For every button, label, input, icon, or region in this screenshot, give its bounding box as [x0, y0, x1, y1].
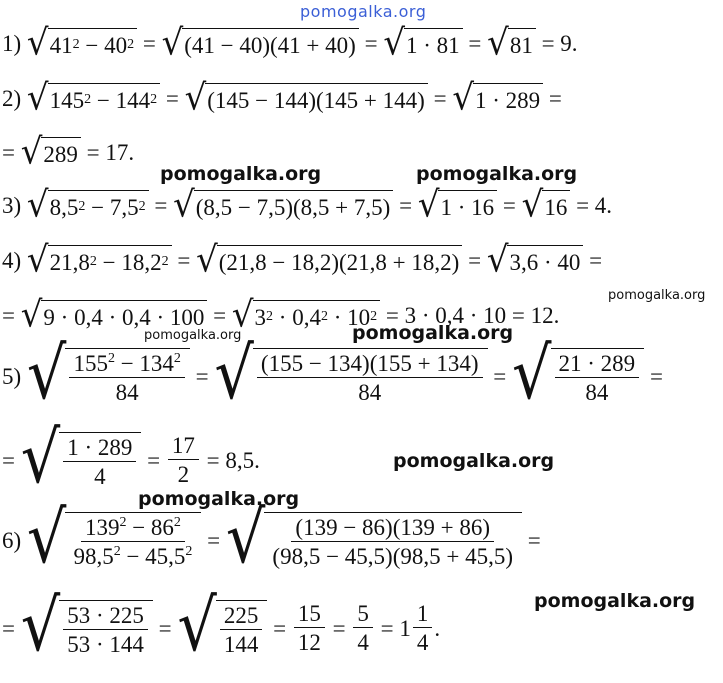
watermark: pomogalka.org — [608, 288, 706, 303]
sqrt-expression: √ 41 2 − 40 2 — [27, 28, 137, 59]
sqrt-expression: √ 289 — [21, 137, 81, 168]
sqrt-expression: √ 16 — [522, 190, 571, 221]
fraction: $\frac{5}{4}$ — [353, 602, 373, 654]
problem-5-line: 5) √ $\frac{155^2 - 134^2}{84}$ = √ $\frac{(155 - 134)(155 + 134)}{84}$ = √ $\frac{21 \cdot 289}{84}$ = — [2, 331, 663, 416]
fraction: $\frac{17}{2}$ — [168, 434, 199, 486]
result: = 3 · 0,4 · 10 = 12. — [385, 302, 560, 328]
problem-label: 5) — [2, 363, 22, 389]
sqrt-expression: √ 1 · 81 — [383, 28, 462, 59]
problem-label: 4) — [2, 247, 22, 273]
sqrt-fraction: √ $\frac{155^2 - 134^2}{84}$ — [27, 348, 190, 404]
sqrt-fraction: √ $\frac{139^2 - 86^2}{98,5^2 - 45,5^2}$ — [27, 512, 202, 568]
sqrt-expression: √ (8,5 − 7,5)(8,5 + 7,5) — [173, 190, 393, 221]
watermark: pomogalka.org — [534, 590, 696, 612]
watermark: pomogalka.org — [352, 322, 514, 344]
sqrt-expression: √ 145 2 − 144 2 — [27, 83, 160, 114]
problem-label: 2) — [2, 85, 22, 111]
watermark: pomogalka.org — [160, 163, 322, 185]
sqrt-expression: √ (21,8 − 18,2)(21,8 + 18,2) — [196, 245, 462, 276]
sqrt-expression: √ 81 — [487, 28, 536, 59]
sqrt-fraction: √ $\frac{53 \cdot 225}{53 \cdot 144}$ — [21, 600, 153, 656]
result: = 9. — [541, 30, 578, 56]
fraction: $\frac{1}{4}$ — [413, 602, 433, 654]
mixed-number-whole: 1 — [399, 615, 411, 641]
sqrt-expression: √ 3,6 · 40 — [487, 245, 584, 276]
sqrt-expression: √ (145 − 144)(145 + 144) — [185, 83, 428, 114]
sqrt-expression: √ (41 − 40)(41 + 40) — [162, 28, 359, 59]
sqrt-fraction: √ $\frac{(139 - 86)(139 + 86)}{(98,5 - 45,5)(98,5 + 45,5)}$ — [226, 512, 522, 568]
problem-1-line: 1) √ 41 2 − 40 2 = √ (41 − 40)(41 + 40) = √ 1 · 81 = √ 81 = 9. — [2, 21, 578, 64]
problem-6-line: 6) √ $\frac{139^2 - 86^2}{98,5^2 - 45,5^2}$ = √ $\frac{(139 - 86)(139 + 86)}{(98,5 - 45,5)(98,5 + 45,5)}$ = — [2, 495, 541, 580]
sqrt-fraction: √ $\frac{21 \cdot 289}{84}$ — [512, 348, 644, 404]
sqrt-expression: √ 8,5 2 − 7,5 2 — [27, 190, 149, 221]
watermark: pomogalka.org — [144, 328, 242, 343]
problem-2-continuation: = √ 289 = 17. — [2, 130, 135, 173]
problem-4-line: 4) √ 21,8 2 − 18,2 2 = √ (21,8 − 18,2)(21,8 + 18,2) = √ 3,6 · 40 = — [2, 238, 603, 281]
watermark: pomogalka.org — [416, 163, 578, 185]
result: = 4. — [576, 192, 613, 218]
sqrt-expression: √ 1 · 289 — [452, 83, 543, 114]
result: = 17. — [86, 139, 135, 165]
problem-label: 3) — [2, 192, 22, 218]
sqrt-expression: √ 1 · 16 — [418, 190, 497, 221]
problem-6-continuation: = √ $\frac{53 \cdot 225}{53 \cdot 144}$ = √ $\frac{225}{144}$ = $\frac{15}{12}$ = $\frac{5}{4}$ = 1 $\frac{1}{4}$ . — [2, 583, 441, 668]
sqrt-expression: √ 21,8 2 − 18,2 2 — [27, 245, 172, 276]
problem-label: 1) — [2, 30, 22, 56]
problem-2-line: 2) √ 145 2 − 144 2 = √ (145 − 144)(145 + 144) = √ 1 · 289 = — [2, 76, 562, 119]
watermark: pomogalka.org — [138, 488, 300, 510]
sqrt-fraction: √ $\frac{225}{144}$ — [177, 600, 267, 656]
watermark: pomogalka.org — [393, 450, 555, 472]
sqrt-fraction: √ $\frac{(155 - 134)(155 + 134)}{84}$ — [214, 348, 487, 404]
result: = 8,5. — [206, 447, 260, 473]
fraction: $\frac{15}{12}$ — [294, 602, 325, 654]
sqrt-expression: √ 9 · 0,4 · 0,4 · 100 — [21, 300, 208, 331]
sqrt-expression: √ 3 2 · 0,4 2 · 10 2 — [232, 300, 380, 331]
problem-3-line: 3) √ 8,5 2 − 7,5 2 = √ (8,5 − 7,5)(8,5 + 7,5) = √ 1 · 16 = √ 16 = 4. — [2, 183, 613, 226]
watermark-top[interactable]: pomogalka.org — [300, 2, 427, 21]
problem-5-continuation: = √ $\frac{1 \cdot 289}{4}$ = $\frac{17}{2}$ = 8,5. — [2, 415, 260, 500]
problem-label: 6) — [2, 527, 22, 553]
problem-4-continuation: = √ 9 · 0,4 · 0,4 · 100 = √ 3 2 · 0,4 2 · 10 2 = 3 · 0,4 · 10 = 12. — [2, 293, 560, 336]
sqrt-fraction: √ $\frac{1 \cdot 289}{4}$ — [21, 432, 142, 488]
